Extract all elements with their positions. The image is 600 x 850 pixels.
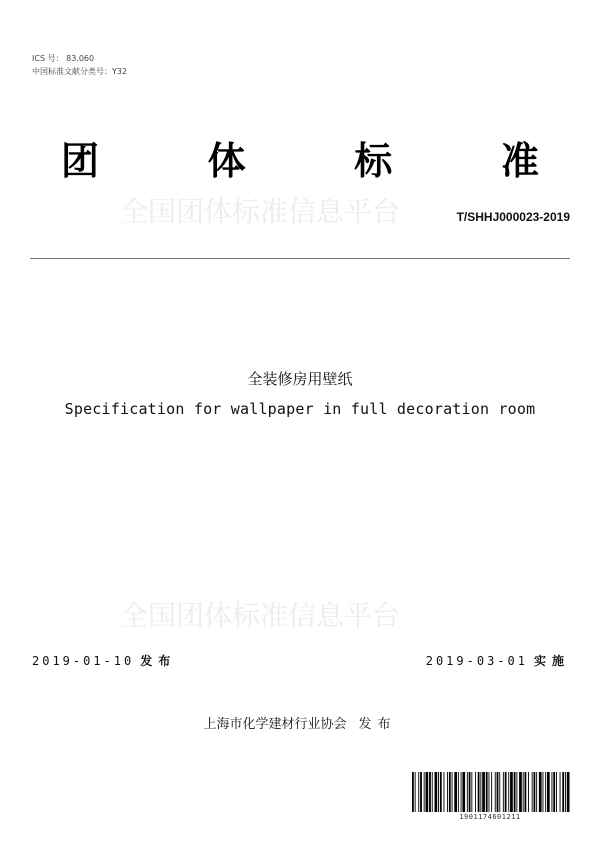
barcode-bar xyxy=(469,772,471,812)
barcode-bar xyxy=(415,772,416,812)
barcode-bar xyxy=(462,772,465,812)
barcode-bar xyxy=(562,772,564,812)
barcode-bar xyxy=(519,772,522,812)
barcode-bar xyxy=(534,772,536,812)
implement-date xyxy=(426,652,570,669)
barcode-bar xyxy=(480,772,481,812)
barcode-bar xyxy=(553,772,555,812)
title-char-1: 团 xyxy=(60,139,99,183)
barcode-bar xyxy=(418,772,419,812)
barcode-bar xyxy=(508,772,509,812)
title-char-4: 准 xyxy=(500,139,539,183)
barcode-bar xyxy=(528,772,529,812)
barcode-bar xyxy=(429,772,431,812)
header-divider xyxy=(30,258,570,259)
barcode-bar xyxy=(552,772,553,812)
barcode-bar xyxy=(514,772,516,812)
publish-date-value: 2019-01-10 xyxy=(32,654,135,668)
barcode-bar xyxy=(454,772,457,812)
barcode-bar xyxy=(426,772,429,812)
barcode-bar xyxy=(532,772,533,812)
barcode-bar xyxy=(432,772,433,812)
barcode-icon xyxy=(410,772,570,812)
document-title-zh: 全装修房用壁纸 xyxy=(247,370,353,388)
barcode-bar xyxy=(491,772,492,812)
barcode-bar xyxy=(458,772,459,812)
barcode-bar xyxy=(503,772,504,812)
barcode-bar xyxy=(420,772,422,812)
publisher xyxy=(0,713,600,732)
watermark-bottom: 全国团体标准信息平台 xyxy=(120,599,401,632)
barcode-bar xyxy=(478,772,480,812)
barcode-bar xyxy=(567,772,570,812)
barcode-bar xyxy=(547,772,550,812)
publisher-label: 发布 xyxy=(358,717,397,732)
barcode-bar xyxy=(435,772,438,812)
implement-date-label: 实施 xyxy=(533,654,570,668)
publisher-name: 上海市化学建材行业协会 xyxy=(203,717,347,732)
barcode-bar xyxy=(497,772,499,812)
implement-date-value: 2019-03-01 xyxy=(425,654,528,668)
standard-code: T/SHHJ000023-2019 xyxy=(456,210,570,224)
barcode-bar xyxy=(525,772,527,812)
barcode-bar xyxy=(523,772,524,812)
barcode-bar xyxy=(449,772,451,812)
barcode-bar xyxy=(412,772,414,812)
barcode-bar xyxy=(545,772,546,812)
barcode-bar xyxy=(486,772,488,812)
barcode-bar xyxy=(461,772,462,812)
ccs-number: 中国标准文献分类号：Y32 xyxy=(32,67,128,76)
barcode-bar xyxy=(447,772,448,812)
watermark-top: 全国团体标准信息平台 xyxy=(120,195,401,228)
barcode-bar xyxy=(510,772,513,812)
document-type-title xyxy=(50,130,550,185)
publish-date xyxy=(32,652,176,669)
barcode-bar xyxy=(440,772,442,812)
barcode-bar xyxy=(489,772,490,812)
document-title-en: Specification for wallpaper in full decoration room xyxy=(64,400,536,418)
barcode-bar xyxy=(543,772,544,812)
barcode xyxy=(410,772,570,821)
barcode-bar xyxy=(560,772,561,812)
ics-number: ICS 号： 83.060 xyxy=(32,54,95,63)
barcode-bar xyxy=(499,772,500,812)
barcode-bar xyxy=(556,772,557,812)
barcode-bar xyxy=(475,772,476,812)
barcode-bar xyxy=(438,772,439,812)
barcode-bar xyxy=(444,772,445,812)
barcode-bar xyxy=(452,772,453,812)
barcode-bar xyxy=(482,772,485,812)
barcode-bar xyxy=(536,772,537,812)
classification-info xyxy=(32,52,127,78)
barcode-bar xyxy=(471,772,472,812)
barcode-bar xyxy=(539,772,542,812)
barcode-number: 1901174601211 xyxy=(459,813,521,821)
barcode-bar xyxy=(516,772,517,812)
barcode-bar xyxy=(505,772,507,812)
barcode-bar xyxy=(467,772,468,812)
barcode-bar xyxy=(424,772,425,812)
barcode-bar xyxy=(495,772,496,812)
barcode-bar xyxy=(565,772,566,812)
publish-date-label: 发布 xyxy=(140,654,177,668)
title-char-3: 标 xyxy=(354,139,393,183)
title-char-2: 体 xyxy=(207,139,246,183)
